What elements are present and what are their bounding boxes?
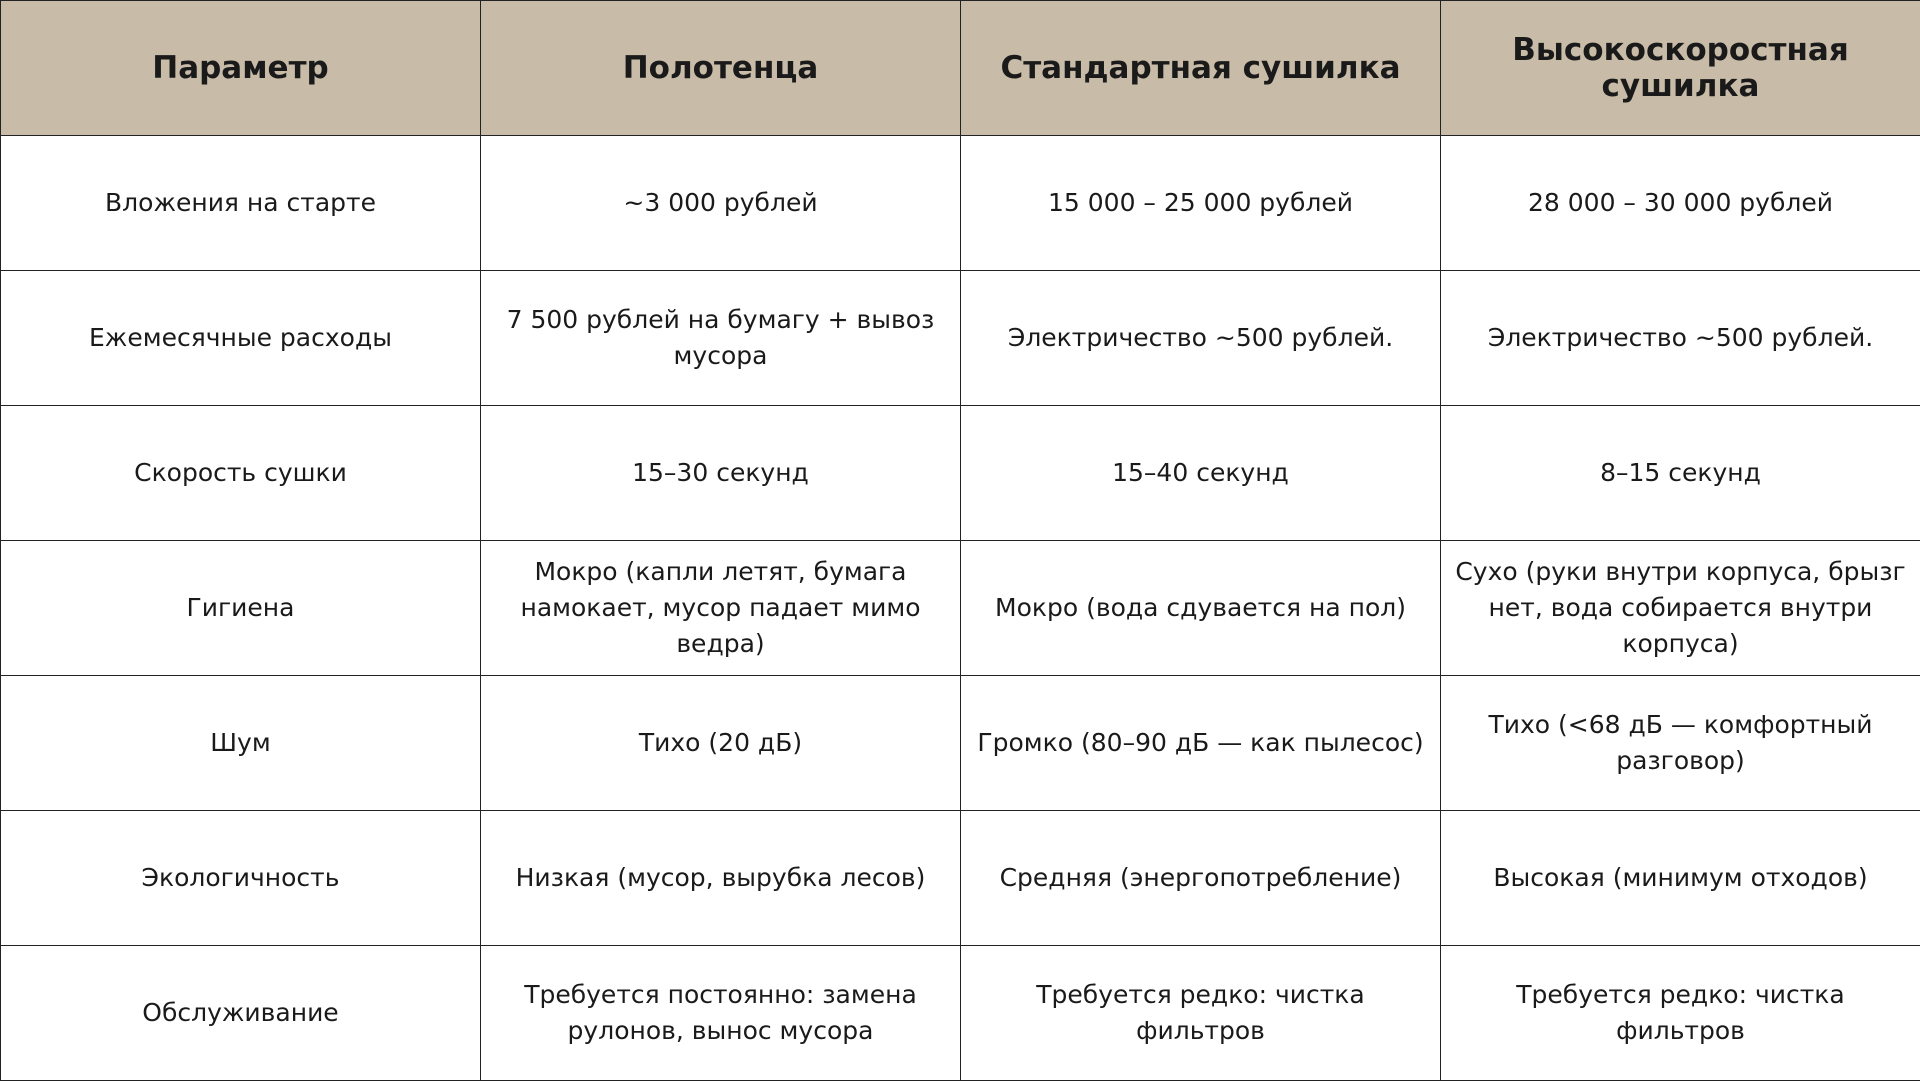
table-header-row [1, 1, 1920, 136]
table-cell: Высокая (минимум отходов) [1441, 811, 1920, 946]
table-cell: 28 000 – 30 000 рублей [1441, 136, 1920, 271]
table-cell: Сухо (руки внутри корпуса, брызг нет, вода собирается внутри корпуса) [1441, 541, 1920, 676]
table-cell: Громко (80–90 дБ — как пылесос) [961, 676, 1441, 811]
table-cell: Низкая (мусор, вырубка лесов) [481, 811, 961, 946]
table-cell: 15–30 секунд [481, 406, 961, 541]
header-towels: Полотенца [481, 1, 961, 136]
table-row [1, 946, 1920, 1081]
table-row [1, 271, 1920, 406]
header-parameter: Параметр [1, 1, 481, 136]
row-label: Скорость сушки [1, 406, 481, 541]
table-cell: Требуется постоянно: замена рулонов, вынос мусора [481, 946, 961, 1081]
table-cell: Электричество ~500 рублей. [1441, 271, 1920, 406]
table-cell: 7 500 рублей на бумагу + вывоз мусора [481, 271, 961, 406]
table-cell: 15–40 секунд [961, 406, 1441, 541]
row-label: Вложения на старте [1, 136, 481, 271]
table-cell: Требуется редко: чистка фильтров [1441, 946, 1920, 1081]
row-label: Экологичность [1, 811, 481, 946]
table-row [1, 406, 1920, 541]
header-standard-dryer: Стандартная сушилка [961, 1, 1441, 136]
table-row [1, 676, 1920, 811]
row-label: Гигиена [1, 541, 481, 676]
table-cell: 15 000 – 25 000 рублей [961, 136, 1441, 271]
row-label: Ежемесячные расходы [1, 271, 481, 406]
table-cell: Тихо (<68 дБ — комфортный разговор) [1441, 676, 1920, 811]
row-label: Обслуживание [1, 946, 481, 1081]
table-cell: ~3 000 рублей [481, 136, 961, 271]
header-high-speed-dryer: Высокоскоростная сушилка [1441, 1, 1920, 136]
table-row [1, 811, 1920, 946]
table-cell: Средняя (энергопотребление) [961, 811, 1441, 946]
table-row [1, 136, 1920, 271]
table-cell: Требуется редко: чистка фильтров [961, 946, 1441, 1081]
row-label: Шум [1, 676, 481, 811]
table-cell: Тихо (20 дБ) [481, 676, 961, 811]
table-cell: Электричество ~500 рублей. [961, 271, 1441, 406]
table-cell: 8–15 секунд [1441, 406, 1920, 541]
table-cell: Мокро (вода сдувается на пол) [961, 541, 1441, 676]
table-cell: Мокро (капли летят, бумага намокает, мусор падает мимо ведра) [481, 541, 961, 676]
table-row [1, 541, 1920, 676]
